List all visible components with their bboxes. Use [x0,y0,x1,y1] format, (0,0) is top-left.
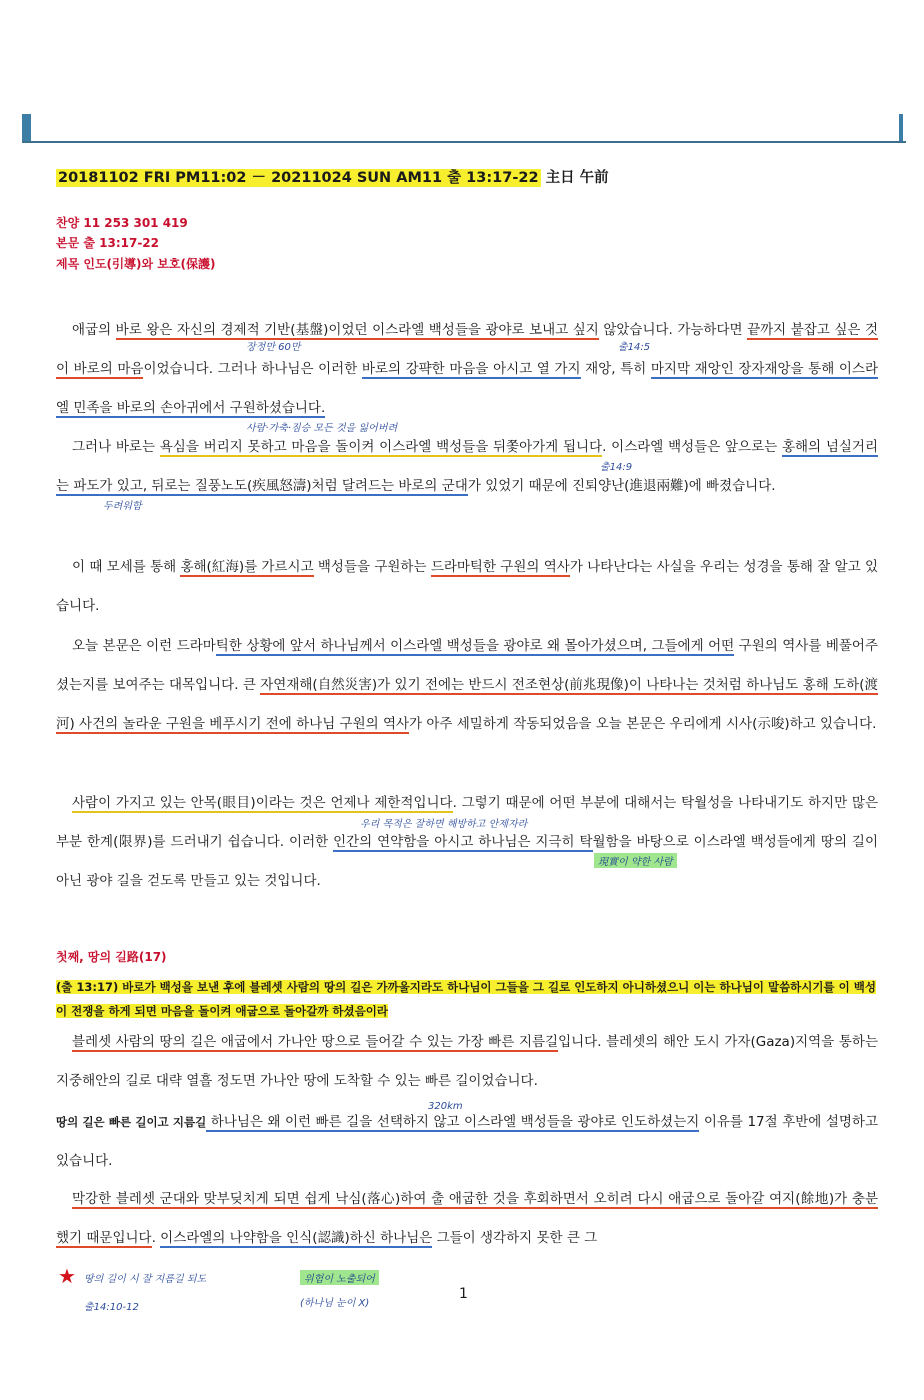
date-range: 20181102 FRI PM11:02 － 20211024 SUN AM11 출 13:17-22 [58,170,539,186]
section1-paragraph-3: 막강한 블레셋 군대와 맞부딪치게 되면 쉽게 낙심(落心)하여 출 애굽한 것을 후회하면서 오히려 다시 애굽으로 돌아갈 여지(餘地)가 충분했기 때문입니다. 이스라엘의 나약함을 인식(認識)하신 하나님은 그들이 생각하지 못한 큰 그 [56,1191,878,1246]
handwritten-note: 땅의 길이 시 잘 지름길 되도 [84,1274,207,1285]
handwritten-note: 출14:5 [618,342,651,353]
handwritten-note: 출14:10-12 [84,1302,139,1313]
handwritten-note: 사람·가축·짐승 모든 것을 잃어버려 [246,423,398,434]
section-heading-1: 첫째, 땅의 길路(17) [56,950,167,964]
hymn-line: 찬양 11 253 301 419 [56,216,188,230]
intro-paragraph-3: 이 때 모세를 통해 홍해(紅海)를 가르시고 백성들을 구원하는 드라마틱한 구원의 역사가 나타난다는 사실을 우리는 성경을 통해 잘 알고 있습니다. [56,559,879,614]
section1-paragraph-2: 땅의 길은 빠른 길이고 지름길 하나님은 왜 이런 빠른 길을 선택하지 않고 이스라엘 백성들을 광야로 인도하셨는지 이유를 17절 후반에 설명하고 있습니다. [56,1114,879,1169]
margin-label: 땅의 길은 빠른 길이고 지름길 [56,1115,207,1129]
handwritten-note: 장정만 60만 [246,342,301,353]
header-left-marker [22,114,31,143]
intro-paragraph-2: 그러나 바로는 욕심을 버리지 못하고 마음을 돌이켜 이스라엘 백성들을 뒤쫓아가게 됩니다. 이스라엘 백성들은 앞으로는 홍해의 넘실거리는 파도가 있고, 뒤로는 질풍노도(疾風怒濤)처럼 달려드는 바로의 군대가 있었기 때문에 진퇴양난(進退兩難)에 빠졌습니다. [56,439,878,494]
header-right-marker [899,114,903,143]
sermon-title: 제목 인도(引導)와 보호(保護) [56,257,216,271]
handwritten-note: 320km [428,1101,463,1112]
header-rule [22,141,906,143]
handwritten-note: 우리 목적은 잘하면 해방하고 안제자라 [360,819,528,830]
service-label: 主日 午前 [545,170,609,186]
sermon-date-header [56,166,609,187]
scripture-quote: (출 13:17) 바로가 백성을 보낸 후에 블레셋 사람의 땅의 길은 가까울지라도 하나님이 그들을 그 길로 인도하지 아니하셨으니 이는 하나님이 말씀하시기를 이 백성이 전쟁을 하게 되면 마음을 돌이켜 애굽으로 돌아갈까 하셨음이라 [56,980,876,1018]
intro-paragraph-4: 오늘 본문은 이런 드라마틱한 상황에 앞서 하나님께서 이스라엘 백성들을 광야로 왜 몰아가셨으며, 그들에게 어떤 구원의 역사를 베풀어주셨는지를 보여주는 대목입니다. 큰 자연재해(自然災害)가 있기 전에는 반드시 전조현상(前兆現像)이 나타나는 것처럼 하나님도 홍해 도하(渡河) 사건의 놀라운 구원을 베푸시기 전에 하나님 구원의 역사가 아주 세밀하게 작동되었음을 오늘 본문은 우리에게 시사(示唆)하고 있습니다. [56,638,879,732]
intro-paragraph-1: 애굽의 바로 왕은 자신의 경제적 기반(基盤)이었던 이스라엘 백성들을 광야로 보내고 싶지 않았습니다. 가능하다면 끝까지 붙잡고 싶은 것이 바로의 마음이었습니다. 그러나 하나님은 이러한 바로의 강퍅한 마음을 아시고 열 가지 재앙, 특히 마지막 재앙인 장자재앙을 통해 이스라엘 민족을 바로의 손아귀에서 구원하셨습니다. [56,322,879,416]
handwritten-note: 위험이 노출되어 [300,1270,379,1285]
scripture-line: 본문 출 13:17-22 [56,236,160,250]
star-mark: ★ [58,1264,76,1288]
handwritten-note: 두려워함 [103,501,142,512]
handwritten-note: 現實이 약한 사람 [594,853,677,868]
page-number: 1 [459,1286,468,1302]
section1-paragraph-1: 블레셋 사람의 땅의 길은 애굽에서 가나안 땅으로 들어갈 수 있는 가장 빠른 지름길입니다. 블레셋의 해안 도시 가자(Gaza)지역을 통하는 지중해안의 길로 대략 열흘 정도면 가나안 땅에 도착할 수 있는 빠른 길이었습니다. [56,1034,878,1089]
handwritten-note: (하나님 눈이 X) [300,1298,370,1309]
handwritten-note: 출14:9 [600,462,633,473]
intro-paragraph-5: 사람이 가지고 있는 안목(眼目)이라는 것은 언제나 제한적입니다. 그렇기 때문에 어떤 부분에 대해서는 탁월성을 나타내기도 하지만 많은 부분 한계(限界)를 드러내기 쉽습니다. 이러한 인간의 연약함을 아시고 하나님은 지극히 탁월함을 바탕으로 이스라엘 백성들에게 땅의 길이 아닌 광야 길을 걷도록 만들고 있는 것입니다. [56,795,879,889]
